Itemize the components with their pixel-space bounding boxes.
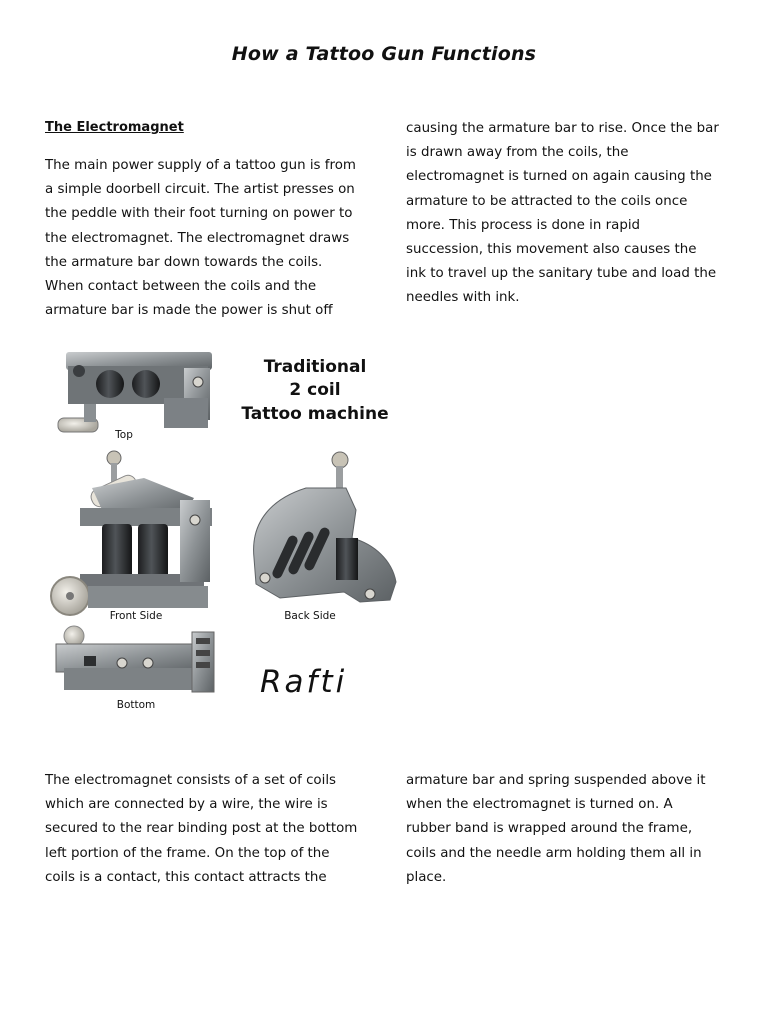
machine-top-view: [58, 352, 212, 432]
machine-bottom-view: [56, 626, 214, 692]
text-line: armature to be attracted to the coils once: [406, 193, 688, 209]
text-line: coils is a contact, this contact attracts the: [45, 869, 327, 885]
paragraph-col1-top: [45, 154, 375, 323]
text-line: The electromagnet consists of a set of coils: [45, 773, 337, 788]
figure-title-line2: 2 coil: [289, 380, 341, 400]
figure-title-line1: Traditional: [263, 357, 367, 377]
signature-rafti: Rafti: [260, 664, 348, 700]
text-line: the armature bar down towards the coils.: [45, 254, 323, 270]
figure-title-line3: Tattoo machine: [241, 404, 389, 424]
text-line: left portion of the frame. On the top of the: [45, 845, 330, 861]
text-line: causing the armature bar to rise. Once the bar: [406, 121, 719, 136]
text-line: When contact between the coils and the: [45, 279, 317, 295]
machine-front-view: [51, 451, 212, 615]
text-line: armature bar is made the power is shut off: [45, 303, 333, 319]
text-line: is drawn away from the coils, the: [406, 145, 629, 161]
text-line: more. This process is done in rapid: [406, 217, 641, 233]
caption-back-side: Back Side: [284, 610, 336, 622]
text-line: the peddle with their foot turning on power to: [45, 206, 353, 222]
paragraph-col1-bottom: [45, 769, 375, 890]
caption-bottom: Bottom: [116, 699, 156, 711]
caption-front-side: Front Side: [109, 610, 163, 622]
text-line: place.: [406, 869, 447, 885]
text-line: rubber band is wrapped around the frame,: [406, 821, 693, 837]
section-heading: The Electromagnet: [45, 120, 184, 135]
caption-top: Top: [115, 429, 133, 441]
machine-back-view: [254, 452, 396, 602]
text-line: electromagnet is turned on again causing the: [406, 169, 712, 185]
text-line: secured to the rear binding post at the bottom: [45, 821, 358, 837]
text-line: succession, this movement also causes the: [406, 242, 697, 258]
text-line: armature bar and spring suspended above it: [406, 773, 706, 788]
text-line: coils and the needle arm holding them all in: [406, 845, 702, 861]
text-line: ink to travel up the sanitary tube and load the: [406, 266, 717, 282]
text-line: needles with ink.: [406, 290, 520, 306]
text-line: the electromagnet. The electromagnet draws: [45, 230, 350, 246]
text-line: The main power supply of a tattoo gun is from: [45, 158, 356, 173]
text-line: which are connected by a wire, the wire is: [45, 797, 328, 813]
text-line: when the electromagnet is turned on. A: [406, 797, 673, 813]
paragraph-col2-bottom: [406, 769, 736, 890]
paragraph-col2-top: [406, 117, 736, 311]
document-title: How a Tattoo Gun Functions: [231, 43, 537, 65]
tattoo-machine-figure: [44, 338, 406, 716]
text-line: a simple doorbell circuit. The artist presses on: [45, 182, 355, 198]
